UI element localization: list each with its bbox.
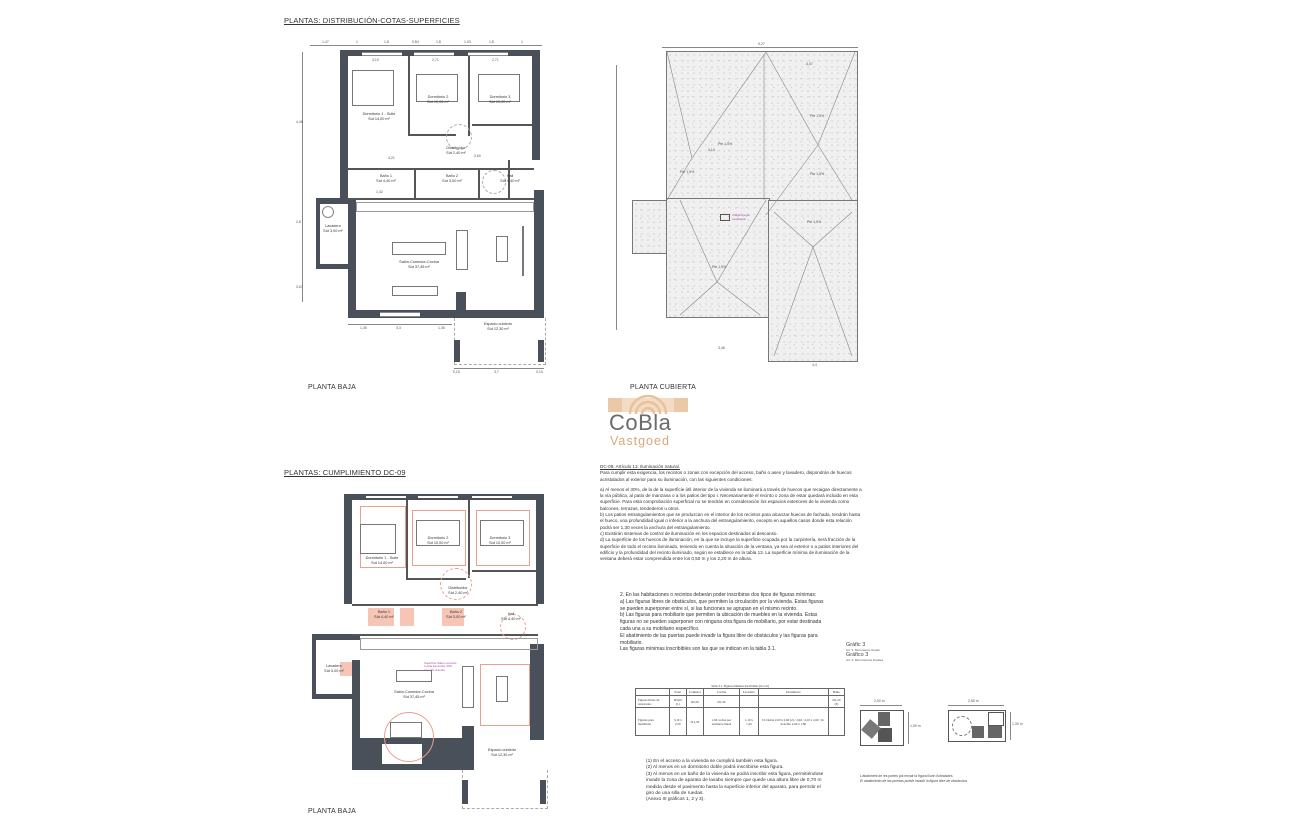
room-porch-dc09: Espacio cubierto Sút 12,30 m² — [487, 748, 517, 757]
ground-floor-plan-distribution: 1,47 1 1,8 0,84 1,8 1,03 1,8 1 4,48 2,8 3,67 3,10 2,71 2,71 4,21 3,60 1,42 Dormitorio 1 - Suite Sút 14,00 m² Dormitorio 2 Sút 10,00 m² Dormitorio 3 Sút 10,00 m² Distribuidor Sút 2,40 m² Baño 1 Sút 4,40 m² Baño 2 Sút 3,00 m² Hall Sút 4,40 m² Lavadero Sút 3,00 m² Salón-Comedor-Cocina Sút 37,45 m² Espacio cubierto Sút 12,30 m² 1,35 3,3 1,35 0,15 3,7 0,15 — [296, 40, 566, 380]
room-bath-1: Baño 1 Sút 4,40 m² — [376, 174, 396, 183]
table-header-row: Estar Comedor Cocina Lavadero Dormitorio Baño — [636, 689, 845, 696]
graphic-bathroom-b: 2,65 m 1,30 m — [944, 702, 1024, 754]
graphic-bathroom-a: 2,00 m 1,50 m — [856, 702, 926, 754]
graphic-caption: L'abatiment de les portes pot envair la figura lliure d'obstacles El abatimiento de las puertas puede invadir la figura libre de obstáculos — [860, 774, 968, 783]
room-living: Salón-Comedor-Cocina Sút 37,45 m² — [399, 260, 439, 269]
ground-floor-plan-compliance — [300, 494, 570, 814]
compliance-note: Superficie Salón-comedor-cocina iluminada: 30% sup. útil vivienda — [424, 661, 458, 672]
room-bedroom-2: Dormitorio 2 Sút 10,00 m² — [427, 95, 449, 104]
room-bedroom-1-dc09: Dormitorio 1 - Suite Sút 14,00 m² — [365, 556, 399, 565]
room-hallway-dc09: Distribuidor Sút 2,40 m² — [448, 586, 468, 595]
table-row: Figuras libres de obstáculos Ø3,00 (1) Ø2,50 Ø1,20 Ø1,20 (3) — [636, 696, 845, 708]
room-hall: Hall Sút 4,40 m² — [500, 174, 520, 183]
skylight-icon — [720, 214, 730, 221]
room-bedroom-1: Dormitorio 1 - Suite Sút 14,00 m² — [362, 112, 396, 121]
room-hall-dc09: Hall Sút 4,40 m² — [501, 612, 521, 621]
plan-label-roof: PLANTA CUBIERTA — [630, 384, 697, 391]
room-bedroom-2-dc09: Dormitorio 2 Sút 10,00 m² — [427, 536, 449, 545]
room-bedroom-3-dc09: Dormitorio 3 Sút 10,00 m² — [489, 536, 511, 545]
room-bedroom-3: Dormitorio 3 Sút 10,00 m² — [489, 95, 511, 104]
table-row: Figuras para mobiliario 3,10 x 2,50 Ø 2,50 1,60 cocina por encimera lineal 1,10 x 1,20 D. Doble 2,60 x 2,60 (2) / 2,60 / 4,10 x 2,60 ; D. Sencillo 2,00 x 1,80 — [636, 708, 845, 736]
table-notes: (1) En el acceso a la vivienda se cumplirá también esta figura. (2) Al menos en un dormitorio doble podrá inscribirse esta figura. (3) Al menos en un baño de la vivienda se podrá inscribir esta figura, permitiéndose invadir la zona de aparato de lavabo siempre que quede una altura libre de 0,70 m medida desde el pavimento hasta la superficie inferior del aparato, para permitir el giro de una silla de ruedas. (Anexo III gráficos 1, 2 y 3). — [646, 759, 824, 803]
room-porch: Espacio cubierto Sút 12,30 m² — [483, 322, 513, 331]
table-figures-minimum: Tabla 3.1. Figuras mínimas inscribibles (m x m) Estar Comedor Cocina Lavadero Dormitorio Baño Figuras libres de obstáculos Ø3,00 (1) Ø2,50 Ø1,20 Ø1,20 (3) Figuras para mobiliario 3,10 x 2,50 Ø 2,50 1,60 cocina por encimera lineal 1,10 x 1,20 D. Doble 2,60 x 2,60 (2) / 2,60 / 4,10 x 2,60 ; D. Sencillo 2,00 x 1,80 — [635, 684, 845, 736]
section-title-distribution: PLANTAS: DISTRIBUCIÓN-COTAS-SUPERFICIES — [284, 16, 460, 25]
room-laundry: Lavadero Sút 3,00 m² — [323, 224, 343, 233]
regulation-text: DC-09. Artículo 13. Iluminación natural. Para cumplir esta exigencia, los recintos o zonas con excepción del acceso, baño o aseo y lavadero, dispondrán de huecos acristalados al exterior para su iluminación, con las siguientes condiciones: a) Al menos el 30%, de la de la superficie útil interior de la vivienda se iluminará a través de huecos que recaigan directamente a la vía pública, al patio de manzana o a los patios del tipo I. Necesariamente el recinto o zona de estar quedará incluido en esta superficie. Para esta comprobación superficial no se tendrán en consideración los espacios exteriores de la vivienda como balcones, terrazas, tendederos u otros. b) Los patios estrangulamientos que se produzcan en el interior de los recintos para alcanzar huecos de fachada, tendrán hasta el hueco, una profundidad igual o inferior a la anchura del estrangulamiento, excepto en aquellos casos donde esta relación podrá ser 1,30 veces la anchura del estrangulamiento. c) Existirán sistemas de control de iluminación en los espacios destinados al descanso. d) La superficie de los huecos de iluminación, en la que se incluye la superficie ocupada por la carpintería, será fracción de la superficie de todo el recinto iluminado, teniendo en cuenta la situación de la ventana, ya sea al exterior o a patios interiores del edificio y la profundidad del recinto iluminado, según se establece en la tabla 13. La superficie mínima de iluminación de la ventana deberá estar comprendida entre los 0,50 m y los 2,20 m de altura. — [600, 464, 862, 562]
room-hallway: Distribuidor Sút 2,40 m² — [446, 146, 466, 155]
graphic-3-header: Gràfic 3 Art. 3. Dimensions lineals Gráfico 3 Art. 3. Dimensiones lineales — [846, 642, 884, 662]
room-laundry-dc09: Lavadero Sút 3,00 m² — [324, 664, 344, 673]
roof-ridge-lines — [600, 40, 890, 380]
figures-text: 2. En las habitaciones o recintos deberán poder inscribirse dos tipos de figuras mínimas: a) Las figuras libres de obstáculos, que permiten la circulación por la vivienda. Estas figuras se pueden superponer entre sí, si las funciones se agrupan en el mismo recinto. b) Las figuras para mobiliario que permiten la ubicación de muebles en la vivienda. Estas figuras no se pueden superponer con ninguna otra figura de mobiliario, por estar destinada cada una a su mobiliario específico. El abatimiento de las puertas puede invadir la figura libre de obstáculos y las figuras para mobiliario. Las figuras mínimas inscribibles son las que se indican en la tabla 3.1. — [620, 592, 824, 653]
plan-label-ground-floor: PLANTA BAJA — [308, 384, 356, 391]
section-title-compliance: PLANTAS: CUMPLIMIENTO DC-09 — [284, 468, 406, 477]
plan-label-ground-floor-2: PLANTA BAJA — [308, 808, 356, 815]
roof-plan: 9,27 Pte 1,5% Pte 1,5% Pte 1,5% Pte 1,5% Pte 1,5% Pte 1,5% 4,14 4,07 3,46 4,4 Claraboya de ventilación — [600, 40, 890, 380]
room-bath-1-dc09: Baño 1 Sút 4,40 m² — [374, 610, 394, 619]
room-living-dc09: Salón-Comedor-Cocina Sút 37,45 m² — [394, 690, 434, 699]
cobla-logo: CoBla Vastgoed — [608, 392, 688, 452]
room-bath-2-dc09: Baño 2 Sút 3,00 m² — [446, 610, 466, 619]
room-bath-2: Baño 2 Sút 3,00 m² — [442, 174, 462, 183]
